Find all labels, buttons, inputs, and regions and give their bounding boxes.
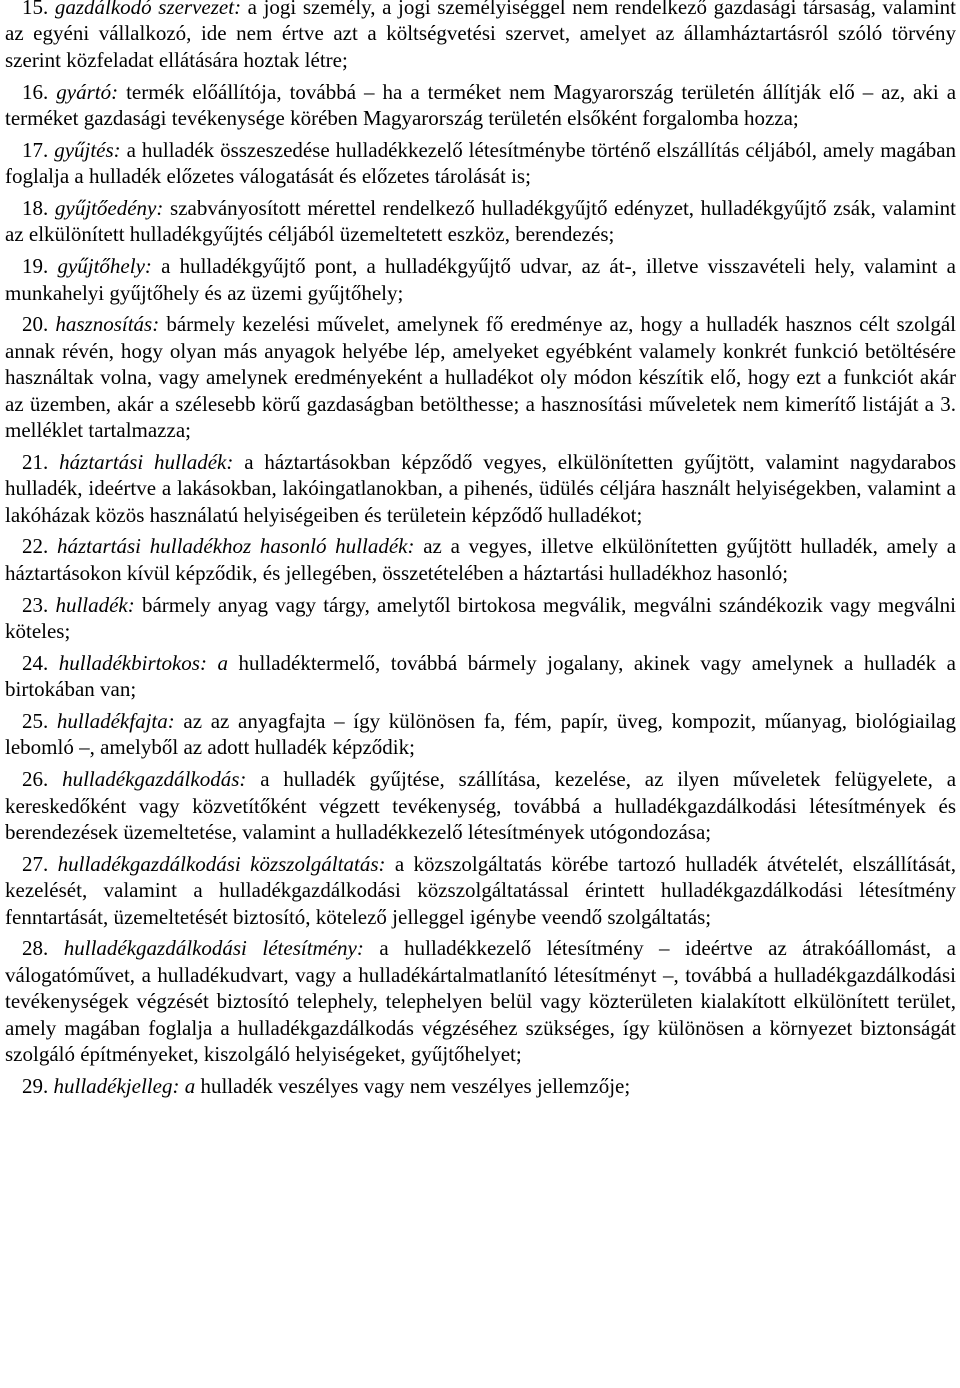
definition-text: a jogi személy, a jogi személyiséggel nem rendelkező gazdasági társaság, valamint az egyéni vállalkozó, ide nem értve azt a költségvetési szervet, amelyet az államháztartásról szóló törvény szerint közfeladat ellátására hoztak létre; [5, 0, 956, 72]
definition-text: a hulladék gyűjtése, szállítása, kezelése, az ilyen műveletek felügyelete, a kereskedőként vagy közvetítőként végzett tevékenység, továbbá a hulladékgazdálkodási létesítmények és berendezések üzemeltetése, valamint a hulladékkezelő létesítmények utógondozása; [5, 767, 957, 845]
definition-text: szabványosított mérettel rendelkező hulladékgyűjtő edényzet, hulladékgyűjtő zsák, valamint az elkülönített hulladékgyűjtés céljából üzemeltetett eszköz, berendezés; [5, 196, 957, 247]
definition-item-20 [5, 311, 956, 443]
definition-number: 18. [22, 196, 49, 221]
definition-item-23 [5, 592, 956, 645]
definition-term: hulladékgazdálkodási létesítmény: [63, 936, 364, 961]
definition-term: hulladék: [55, 592, 135, 617]
definition-number: 29. [22, 1073, 49, 1098]
definition-number: 17. [22, 137, 49, 162]
definition-item-27 [5, 851, 956, 930]
definition-item-28 [5, 935, 956, 1067]
definition-text: a hulladékgyűjtő pont, a hulladékgyűjtő udvar, az át-, illetve visszavételi hely, valamint a munkahelyi gyűjtőhely és az üzemi gyűjtőhely; [5, 254, 956, 305]
definition-item-21 [5, 449, 956, 528]
definition-item-25 [5, 708, 956, 761]
definition-term: gyűjtőhely: [57, 254, 152, 279]
definition-item-19 [5, 253, 956, 306]
definition-term: gyűjtőedény: [54, 196, 164, 221]
definition-term: háztartási hulladékhoz hasonló hulladék: [56, 534, 415, 559]
definition-text: bármely anyag vagy tárgy, amelytől birtokosa megválik, megválni szándékozik vagy megválni köteles; [5, 592, 957, 644]
definition-number: 16. [22, 79, 49, 104]
definition-item-29 [5, 1073, 956, 1099]
definition-term: gyűjtés: [54, 137, 121, 162]
definition-text: a közszolgáltatás körébe tartozó hulladék átvételét, elszállítását, kezelését, valamint a hulladékgazdálkodási közszolgáltatással érintett hulladékgazdálkodási létesítmény fenntartását, üzemeltetését biztosító, kötelező jelleggel igénybe veendő szolgáltatás; [5, 851, 957, 929]
definition-text: termék előállítója, továbbá – ha a terméket nem Magyarország területén állítják elő – az, aki a terméket gazdasági tevékenysége körében Magyarország területén elsőként forgalomba hozza; [5, 79, 957, 131]
definition-text: hulladéktermelő, továbbá bármely jogalany, akinek vagy amelynek a hulladék a birtokában van; [5, 650, 956, 702]
definition-text: az az anyagfajta – így különösen fa, fém, papír, üveg, kompozit, műanyag, biológiailag lebomló –, amelyből az adott hulladék képződik; [5, 709, 956, 760]
definition-item-22 [5, 533, 956, 586]
definition-term: hulladékbirtokos: a [58, 650, 228, 675]
definition-item-26 [5, 766, 956, 845]
definition-text: az a vegyes, illetve elkülönítetten gyűjtött hulladék, amely a háztartásokon kívül képződik, és jellegében, összetételében a háztartási hulladékhoz hasonló; [5, 534, 957, 585]
definition-term: hulladékgazdálkodás: [62, 767, 247, 792]
definition-term: hulladékjelleg: a [53, 1073, 196, 1098]
definition-number: 19. [22, 254, 49, 279]
definition-text: hulladék veszélyes vagy nem veszélyes jellemzője; [200, 1073, 631, 1098]
definition-term: hasznosítás: [55, 312, 160, 337]
definition-number: 25. [22, 709, 49, 734]
definition-text: a háztartásokban képződő vegyes, elkülönítetten gyűjtött, valamint nagydarabos hulladék, ideértve a lakásokban, lakóingatlanokban, a pihenés, üdülés céljára használt helyiségekben, valamint a lakóházak közös használatú helyiségeiben és területein képződő hulladékot; [5, 449, 957, 527]
definition-item-18 [5, 195, 956, 248]
definition-number: 15. [22, 0, 49, 19]
definition-number: 20. [22, 312, 49, 337]
definition-number: 23. [22, 592, 49, 617]
definition-number: 27. [22, 851, 49, 876]
definition-item-16 [5, 79, 956, 132]
definition-text: a hulladékkezelő létesítmény – ideértve az átrakóállomást, a válogatóművet, a hulladékudvart, vagy a hulladékártalmatlanító létesítményt –, továbbá a hulladékgazdálkodási tevékenységek végzését biztosító telephely, telephelyen belül vagy közterületen kialakított elkülönített terület, amely magában foglalja a hulladékgazdálkodás végzéséhez szükséges, így különösen a környezet biztonságát szolgáló építményeket, kiszolgáló helyiségeket, gyűjtőhelyet; [5, 936, 956, 1067]
definition-item-17 [5, 137, 956, 190]
definition-text: bármely kezelési művelet, amelynek fő eredménye az, hogy a hulladék hasznos célt szolgál annak révén, hogy olyan más anyagok helyébe lép, amelyeket egyébként valamely konkrét funkció betöltésére használtak volna, vagy amelynek eredményeként a hulladékot oly módon készítik elő, hogy ezt a funkciót akár az üzemben, akár a szélesebb körű gazdaságban betölthesse; a hasznosítási műveletek nem kimerítő listáját a 3. melléklet tartalmazza; [5, 312, 956, 443]
definition-number: 24. [22, 650, 49, 675]
definition-term: hulladékgazdálkodási közszolgáltatás: [57, 851, 386, 876]
definition-number: 28. [22, 936, 49, 961]
definition-number: 22. [22, 534, 49, 559]
definition-term: hulladékfajta: [56, 709, 175, 734]
definition-item-15 [5, 0, 956, 73]
definition-term: háztartási hulladék: [59, 449, 234, 474]
definition-number: 26. [22, 767, 49, 792]
definition-text: a hulladék összeszedése hulladékkezelő létesítménybe történő elszállítás céljából, amely magában foglalja a hulladék előzetes válogatását és előzetes tárolását is; [5, 137, 957, 189]
definition-term: gyártó: [56, 79, 119, 104]
definition-item-24 [5, 650, 956, 703]
definition-term: gazdálkodó szervezet: [54, 0, 242, 19]
definition-number: 21. [22, 449, 49, 474]
